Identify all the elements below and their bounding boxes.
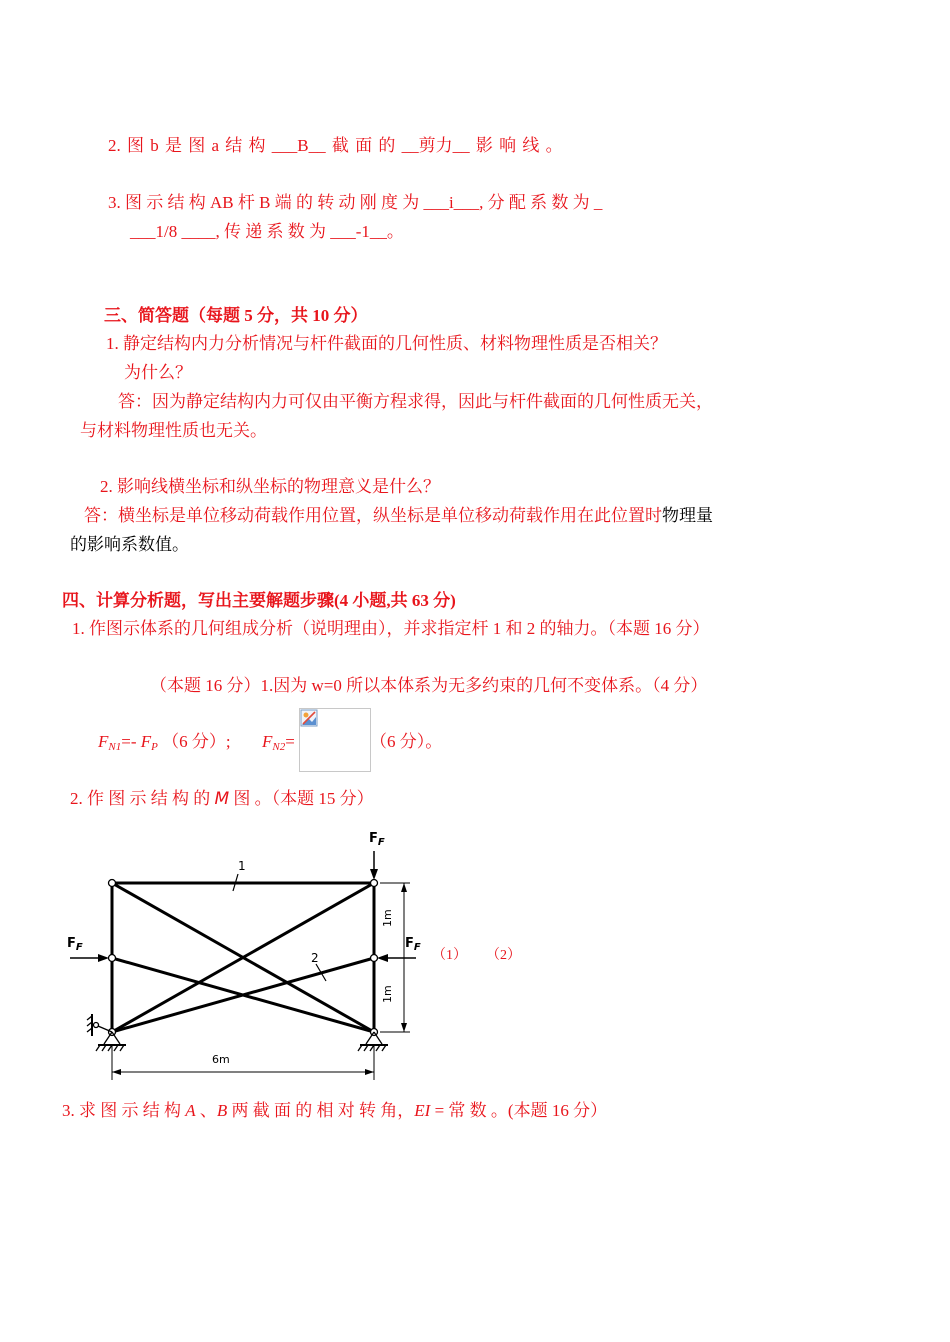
broken-image-icon [300,709,318,727]
section3-q1-line2: 为什么？ [124,363,192,382]
section3-a2-black: 物理量 [662,506,713,525]
load-label-right: $F_F$ [405,936,421,953]
section4-heading: 四、计算分析题，写出主要解题步骤(4 小题,共 63 分) [62,591,456,610]
dim-label-span: 6m [212,1053,230,1066]
section3-a2-line2: 的影响系数值。 [70,535,189,554]
section3-q1-line1: 1. 静定结构内力分析情况与杆件截面的几何性质、材料物理性质是否相关？ [106,334,667,353]
section3-q2: 2. 影响线横坐标和纵坐标的物理意义是什么？ [100,477,440,496]
section4-q1-answer: （本题 16 分）1.因为 w=0 所以本体系为无多约束的几何不变体系。（4 分） [150,676,708,695]
fill-q2: 2. 图 b 是 图 a 结 构 ___B__ 截 面 的 __剪力__ 影 响 线 。 [108,136,563,155]
truss-diagram [60,826,540,1086]
fill-q3-line2: ___1/8 ____, 传 递 系 数 为 ___-1__。 [130,222,404,241]
section3-a1-line1: 答：因为静定结构内力可仅由平衡方程求得，因此与杆件截面的几何性质无关， [118,392,713,411]
section4-q3: 3. 求 图 示 结 构 A 、B 两 截 面 的 相 对 转 角，EI = 常 数 。(本题 16 分） [62,1101,608,1120]
broken-image-placeholder [299,708,371,772]
axial-force-fn2: $F_{N2}=$ [262,732,295,753]
section4-q2: 2. 作 图 示 结 构 的 M 图 。（本题 15 分） [70,789,374,809]
figure-label-2: （2） [486,948,521,963]
dim-label-top: 1m [381,909,394,927]
member-label-2: 2 [311,951,319,965]
member-label-1: 1 [238,859,246,873]
figure-label-1: （1） [432,948,467,963]
load-label-left: $F_F$ [67,936,83,953]
fill-q3-line1: 3. 图 示 结 构 AB 杆 B 端 的 转 动 刚 度 为 ___i___, 分 配 系 数 为 _ [108,193,603,212]
section3-a2-line1 [84,505,713,527]
load-label-top: $F_F$ [369,831,385,848]
section3-a2-red: 答：横坐标是单位移动荷载作用位置，纵坐标是单位移动荷载作用在此位置时 [84,506,662,525]
axial-force-fn1: $F_{N1}=-$ $F_P$ （6 分）; [98,732,231,753]
dim-label-bottom: 1m [381,985,394,1003]
section4-q1: 1. 作图示体系的几何组成分析（说明理由），并求指定杆 1 和 2 的轴力。（本题 16 分） [72,619,710,638]
section3-a1-line2: 与材料物理性质也无关。 [80,421,267,440]
left-support [87,1014,126,1051]
section3-heading: 三、简答题（每题 5 分，共 10 分） [104,306,368,325]
axial-force-fn2-points: （6 分）。 [370,732,443,751]
